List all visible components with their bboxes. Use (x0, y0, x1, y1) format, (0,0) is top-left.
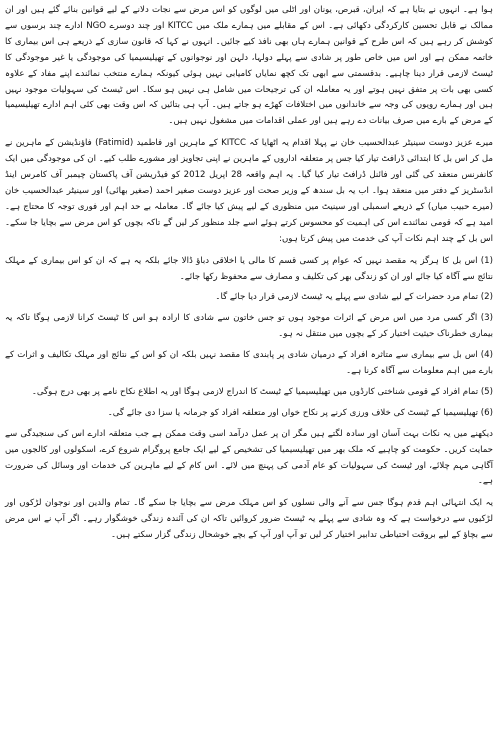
bill-point-1: (1) اس بل کا ہرگز یہ مقصد نہیں کہ عوام پر کسی قسم کا مالی یا اخلاقی دباؤ ڈالا جائے بلکہ یہ ہے کہ ان کو اس بیماری کے مہلک نتائج سے آگاہ کیا جائے اور ان کو زندگی بھر کی تکلیف و مصارف سے محفوظ رکھا جائے۔ (5, 255, 493, 282)
bill-point-4: (4) اس بل سے بیماری سے متاثرہ افراد کے درمیان شادی پر پابندی کا مقصد نہیں بلکہ ان کو اس کے نتائج اور مہلک تکالیف و اثرات کے بارے میں اہم معلومات سے آگاہ کرنا ہے۔ (5, 350, 493, 377)
bill-point-6: (6) تھیلیسیمیا کے ٹیسٹ کی خلاف ورزی کرنے پر نکاح خواں اور متعلقہ افراد کو جرمانہ یا سزا دی جائے گی۔ (107, 407, 493, 418)
bill-point-3: (3) اگر کسی مرد میں اس مرض کے اثرات موجود ہوں تو جس خاتون سے شادی کا ارادہ ہو اس کا ٹیسٹ کرانا لازمی ہوگا تاکہ یہ بیماری خطرناک حیثیت اختیار کر کے بچوں میں منتقل نہ ہو۔ (5, 313, 493, 340)
article-paragraph: ہوا ہے۔ انہوں نے بتایا ہے کہ ایران، قبرص، یونان اور اٹلی میں لوگوں کو اس مرض سے نجات دلانے کے لیے قوانین بنائے گئے ہیں اور ان ممالک نے قابل تحسین کارکردگی دکھائی ہے۔ اس کے مقابلے میں ہمارے ملک میں KITCC اور چند دوسرے NGO ادارے چند برسوں سے کوشش کر رہے ہیں کہ اس طرح کے قوانین ہمارے ہاں بھی نافذ کیے جائیں۔ انہوں نے کہا کہ قانون سازی کے ذریعے ہی اس بیماری کا خاتمہ ممکن ہے اور اس میں خاص طور پر شادی سے پہلے دولہا، دلہن اور نوجوانوں کے تھیلیسیمیا کی موجودگی یا غیر موجودگی کا ٹیسٹ لازمی قرار دینا چاہیے۔ بدقسمتی سے ابھی تک کچھ نمایاں کامیابی نہیں ہوئی کیونکہ ہمارے منتخب نمائندے اپنے مفاد کے علاوہ کسی بھی بات پر متفق نہیں ہوتے اور یہ معاملہ ان کی ترجیحات میں شامل ہی نہیں ہو سکا۔ اس ٹیسٹ کی سہولیات موجود نہیں ہیں اور ہمارے رویوں کی وجہ سے خاندانوں میں اختلافات کھڑے ہو جاتے ہیں۔ آپ ہی بتائیں کہ اس وقت بھی کئی اہم ادارے تھیلیسیمیا کے مرض کے بارے میں صرف بیانات دے رہے ہیں اور عملی اقدامات میں مشغول نہیں ہیں۔ (5, 5, 493, 127)
bill-points-list (5, 254, 493, 422)
article-paragraph: میرے عزیز دوست سینیٹر عبدالحسیب خان نے پہلا اقدام یہ اٹھایا کہ KITCC کے ماہرین اور فاطمید (Fatimid) فاؤنڈیشن کے ماہرین نے مل کر اس بل کا ابتدائی ڈرافٹ تیار کیا جس پر متعلقہ اداروں کے ماہرین نے اپنی تجاویز اور مشورے طلب کیے۔ ان کی موجودگی میں ایک کانفرنس منعقد کی گئی اور فائنل ڈرافٹ تیار کیا گیا۔ یہ اہم واقعہ 28 اپریل 2012 کو فیڈریشن آف پاکستان چیمبر آف کامرس اینڈ انڈسٹریز کے دفتر میں منعقد ہوا۔ اب یہ بل سندھ کے وزیر صحت اور عزیز دوست صغیر احمد (صغیر بھائی) اور سینیٹر عبدالحسیب خان (میرے حبیب میاں) کے ذریعے اسمبلی اور سینیٹ میں منظوری کے لیے پیش کیا جائے گا۔ معاملہ بے حد اہم اور فوری توجہ کا محتاج ہے۔ امید ہے کہ قومی نمائندے اس کی اہمیت کو محسوس کرتے ہوئے اسے جلد منظور کر لیں گے تاکہ بچوں کو اس مرض سے بچایا جا سکے۔ اس بل کے چند اہم نکات آپ کی خدمت میں پیش کرتا ہوں: (5, 138, 493, 244)
closing-paragraph: یہ ایک انتہائی اہم قدم ہوگا جس سے آنے والی نسلوں کو اس مہلک مرض سے بچایا جا سکے گا۔ تمام والدین اور نوجوان لڑکوں اور لڑکیوں سے درخواست ہے کہ وہ شادی سے پہلے یہ ٹیسٹ ضرور کروائیں تاکہ ان کی آئندہ زندگی خوشگوار رہے۔ اگر آپ نے اس مرض سے بچاؤ کے لیے بروقت احتیاطی تدابیر اختیار کر لیں تو آپ اور آپ کے بچے خوشحال زندگی گزار سکتے ہیں۔ (5, 498, 493, 541)
closing-paragraph: دیکھنے میں یہ نکات بہت آسان اور سادہ لگتے ہیں مگر ان پر عمل درآمد اسی وقت ممکن ہے جب متعلقہ ادارے اس کی سنجیدگی سے حمایت کریں۔ حکومت کو چاہیے کہ ملک بھر میں تھیلیسیمیا کی تشخیص کے لیے ایک جامع پروگرام شروع کرے، اسکولوں اور کالجوں میں آگاہی مہم چلائے، اور ٹیسٹ کی سہولیات کو عام آدمی کی پہنچ میں لائے۔ اس کام کے لیے ماہرین کی خدمات اور وسائل کی ضرورت ہے۔ (5, 428, 493, 487)
bill-point-5: (5) تمام افراد کے قومی شناختی کارڈوں میں تھیلیسیمیا کے ٹیسٹ کا اندراج لازمی ہوگا اور یہ اطلاع نکاح نامے پر بھی درج ہوگی۔ (31, 386, 493, 397)
bill-point-2: (2) تمام مرد حضرات کے لیے شادی سے پہلے یہ ٹیسٹ لازمی قرار دیا جائے گا۔ (215, 292, 493, 303)
